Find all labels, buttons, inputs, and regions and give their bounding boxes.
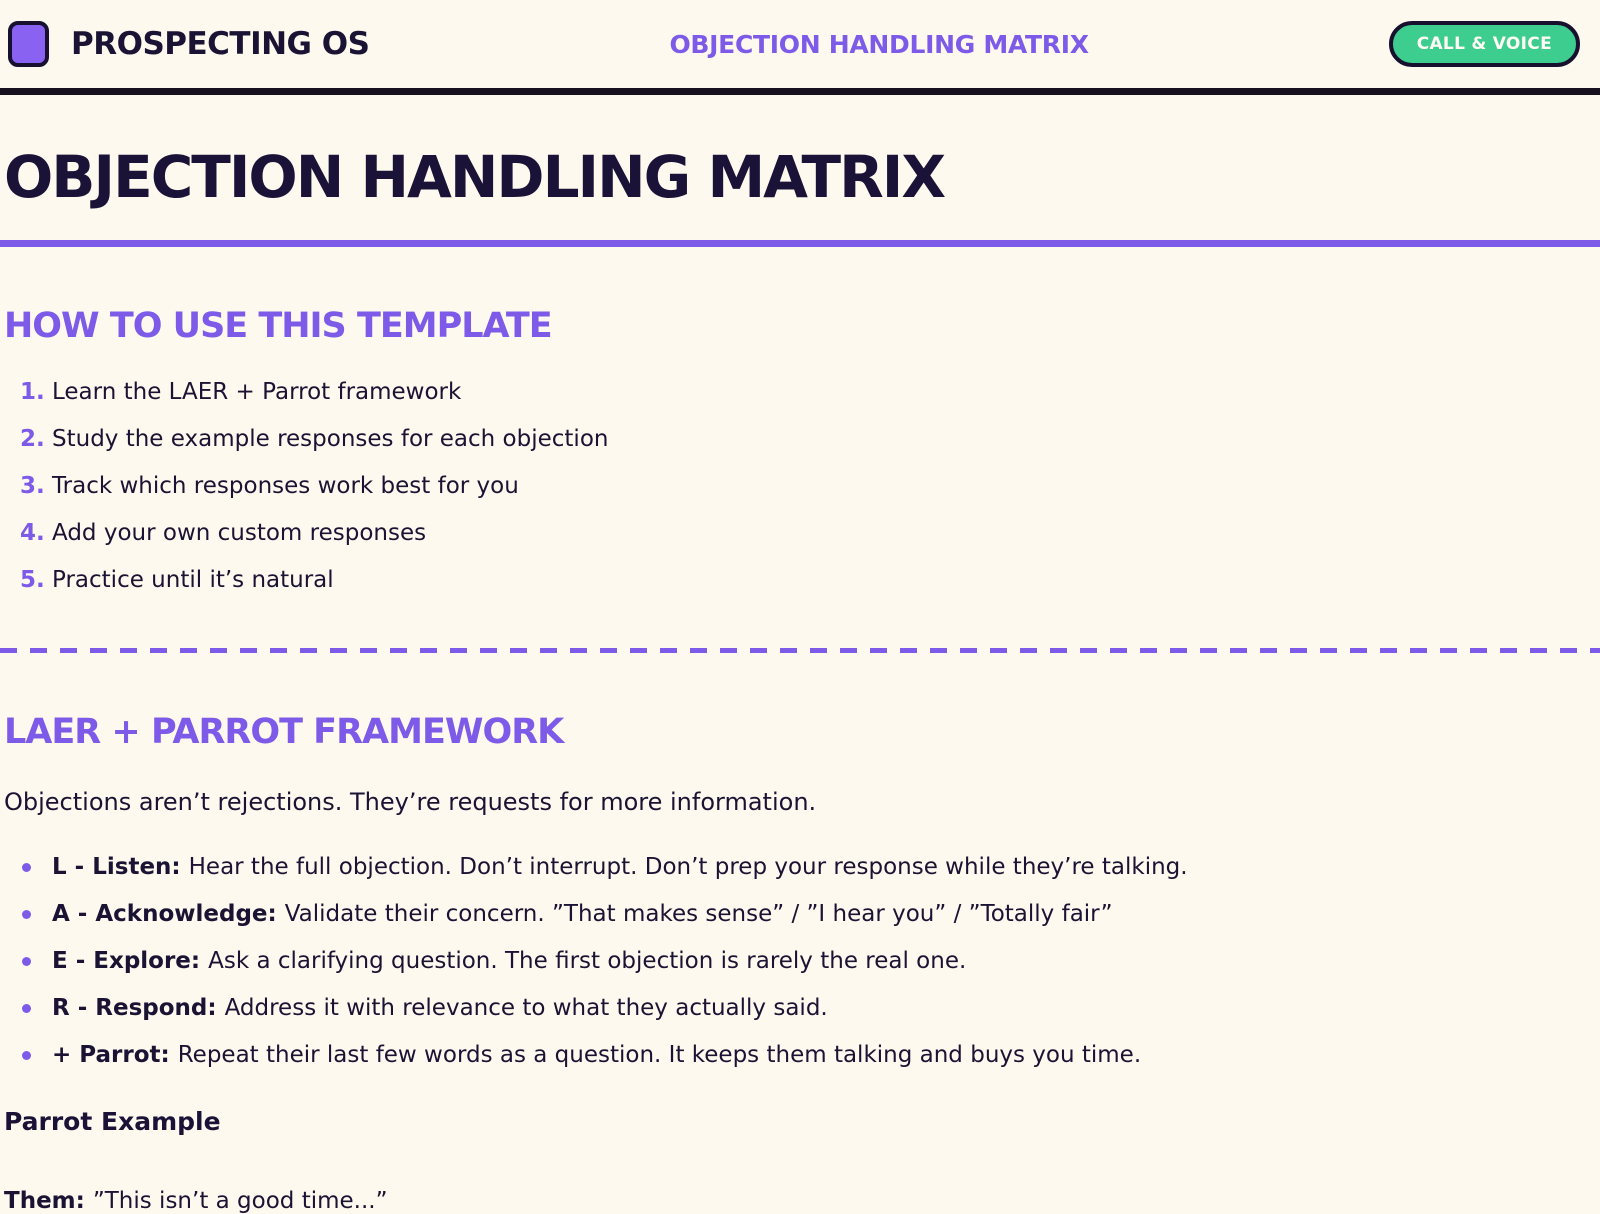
bullet-icon xyxy=(22,957,31,966)
header-doc-title: OBJECTION HANDLING MATRIX xyxy=(669,29,1089,59)
how-to-list xyxy=(4,369,1580,604)
list-number: 5. xyxy=(20,567,45,594)
bullet-icon xyxy=(22,863,31,872)
list-item xyxy=(4,938,1580,985)
bullet-text: Hear the full objection. Don’t interrupt. Don’t prep your response while they’re talking. xyxy=(188,853,1188,880)
framework-heading: LAER + PARROT FRAMEWORK xyxy=(4,712,564,753)
list-number: 1. xyxy=(20,379,45,406)
example-speaker: Them: xyxy=(4,1187,85,1214)
example-line xyxy=(4,1188,1580,1214)
list-item xyxy=(4,510,1580,557)
bullet-lead: + Parrot: xyxy=(52,1041,170,1068)
list-number: 2. xyxy=(20,426,45,453)
bullet-lead: A - Acknowledge: xyxy=(52,900,277,927)
how-to-section xyxy=(4,307,1580,605)
example-quote: ”This isn’t a good time...” xyxy=(92,1187,388,1214)
title-rule xyxy=(0,240,1600,247)
list-number: 3. xyxy=(20,473,45,500)
list-item xyxy=(4,416,1580,463)
app-header xyxy=(0,0,1600,88)
list-item xyxy=(4,985,1580,1032)
bullet-text: Ask a clarifying question. The first objection is rarely the real one. xyxy=(208,947,967,974)
list-item-text: Learn the LAER + Parrot framework xyxy=(52,379,462,406)
bullet-lead: E - Explore: xyxy=(52,947,201,974)
bullet-text: Address it with relevance to what they actually said. xyxy=(224,994,828,1021)
bullet-lead: L - Listen: xyxy=(52,853,181,880)
page-title: OBJECTION HANDLING MATRIX xyxy=(4,143,945,211)
dashed-divider xyxy=(0,648,1600,653)
example-heading: Parrot Example xyxy=(4,1106,221,1136)
framework-intro: Objections aren’t rejections. They’re requests for more information. xyxy=(4,787,817,816)
list-item xyxy=(4,463,1580,510)
bullet-lead: R - Respond: xyxy=(52,994,217,1021)
list-number: 4. xyxy=(20,520,45,547)
framework-list xyxy=(4,844,1580,1079)
header-divider xyxy=(0,88,1600,95)
list-item xyxy=(4,369,1580,416)
bullet-icon xyxy=(22,1051,31,1060)
bullet-icon xyxy=(22,1004,31,1013)
list-item xyxy=(4,844,1580,891)
list-item-text: Study the example responses for each objection xyxy=(52,426,609,453)
bullet-icon xyxy=(22,910,31,919)
brand-name: PROSPECTING OS xyxy=(71,26,370,62)
list-item xyxy=(4,1032,1580,1079)
bullet-text: Validate their concern. ”That makes sense” / ”I hear you” / ”Totally fair” xyxy=(284,900,1113,927)
list-item-text: Practice until it’s natural xyxy=(52,567,334,594)
list-item-text: Add your own custom responses xyxy=(52,520,427,547)
bullet-text: Repeat their last few words as a question. It keeps them talking and buys you time. xyxy=(177,1041,1142,1068)
framework-section xyxy=(4,713,1580,1214)
call-voice-badge[interactable]: CALL & VOICE xyxy=(1389,21,1580,67)
document-body xyxy=(0,143,1600,1214)
logo-icon xyxy=(8,21,49,67)
how-to-heading: HOW TO USE THIS TEMPLATE xyxy=(4,305,552,346)
list-item-text: Track which responses work best for you xyxy=(52,473,519,500)
list-item xyxy=(4,557,1580,604)
list-item xyxy=(4,891,1580,938)
